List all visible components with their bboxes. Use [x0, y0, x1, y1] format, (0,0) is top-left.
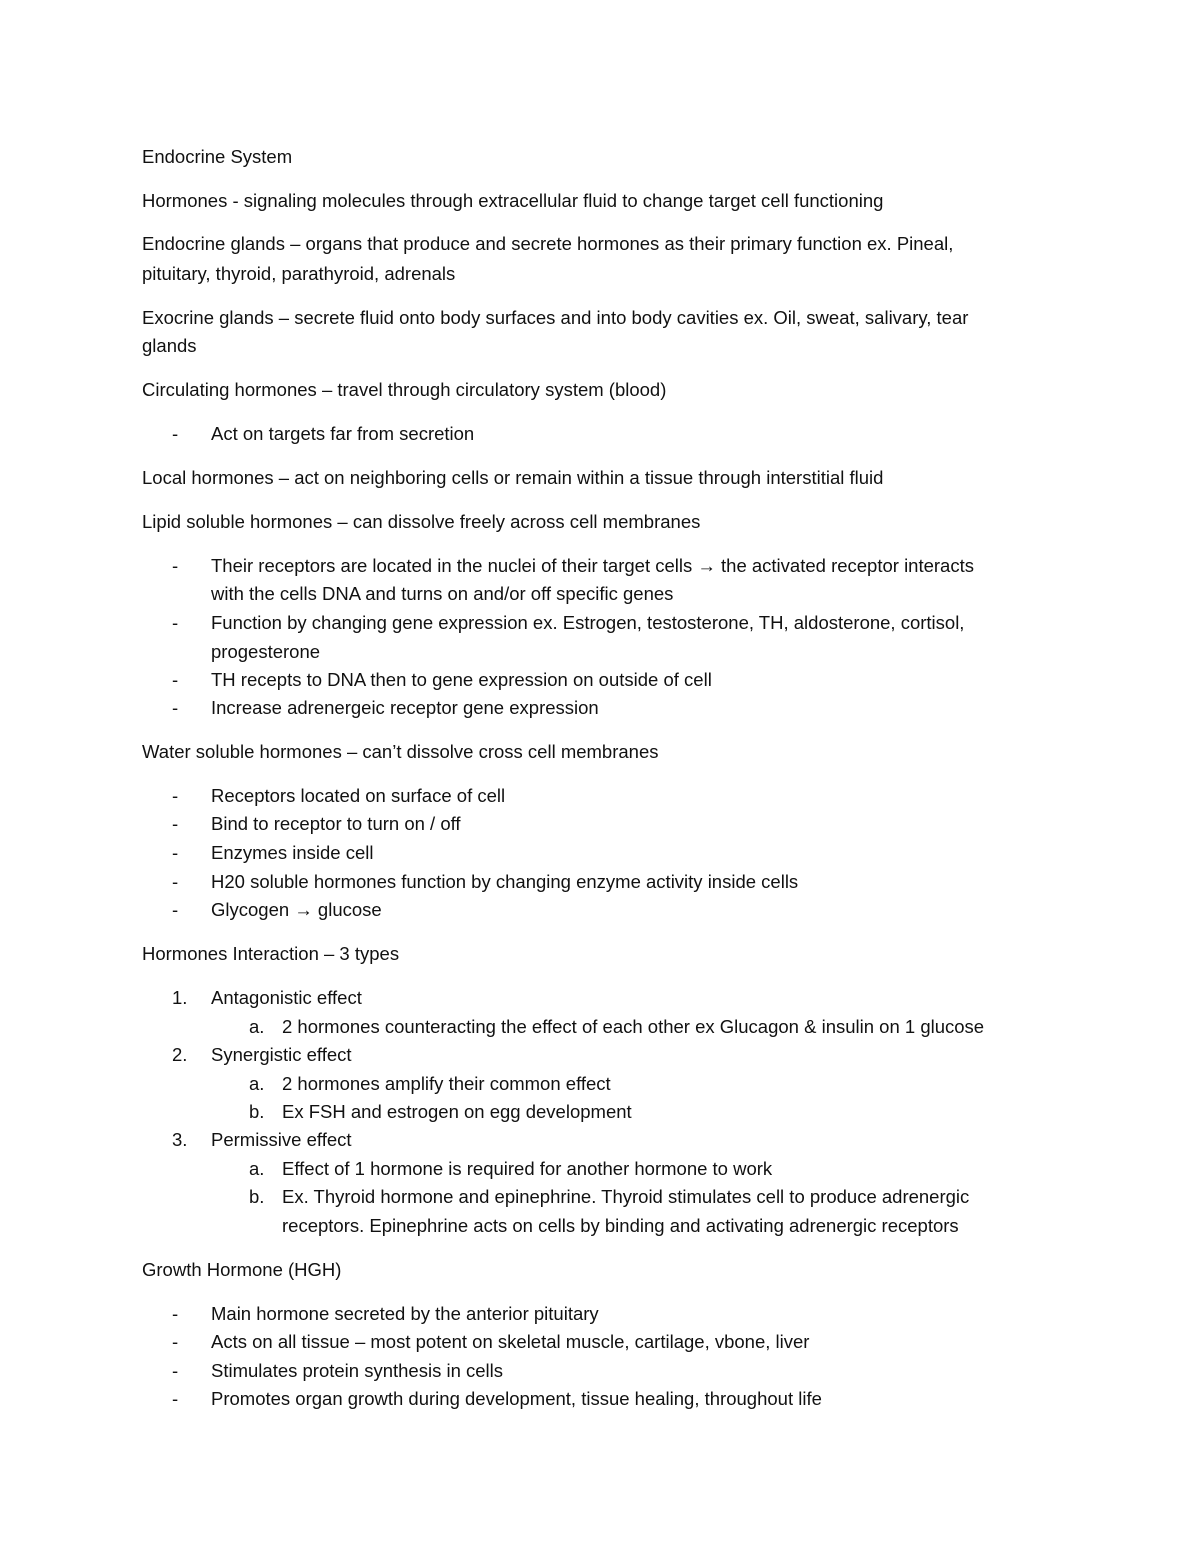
list-letter: b.: [249, 1101, 265, 1122]
bullet-dash: -: [172, 697, 179, 718]
bullet-dash: -: [172, 785, 179, 806]
bullet-dash: -: [172, 813, 179, 834]
list-letter: a.: [249, 1073, 265, 1094]
bullet-dash: -: [172, 1331, 179, 1352]
bullet-dash: -: [172, 1388, 179, 1409]
hormones-interaction-heading: Hormones Interaction – 3 types: [142, 943, 400, 964]
list-number: 2.: [172, 1044, 188, 1065]
list-item: Increase adrenergeic receptor gene expression: [211, 697, 599, 718]
list-number: 1.: [172, 987, 188, 1008]
list-item: Permissive effect: [211, 1129, 352, 1150]
local-hormones-line: Local hormones – act on neighboring cells or remain within a tissue through interstitial fluid: [142, 467, 884, 488]
bullet-dash: -: [172, 899, 179, 920]
list-item: Enzymes inside cell: [211, 842, 374, 863]
list-item: Stimulates protein synthesis in cells: [211, 1360, 504, 1381]
bullet-dash: -: [172, 1303, 179, 1324]
list-item: Receptors located on surface of cell: [211, 785, 506, 806]
lipid-soluble-heading: Lipid soluble hormones – can dissolve freely across cell membranes: [142, 511, 701, 532]
sub-list-item: 2 hormones counteracting the effect of each other ex Glucagon & insulin on 1 glucose: [282, 1016, 985, 1037]
list-item: Act on targets far from secretion: [211, 423, 475, 444]
bullet-dash: -: [172, 669, 179, 690]
growth-hormone-heading: Growth Hormone (HGH): [142, 1259, 342, 1280]
list-item-continuation: progesterone: [211, 641, 321, 662]
bullet-dash: -: [172, 423, 179, 444]
list-item: Acts on all tissue – most potent on skeletal muscle, cartilage, vbone, liver: [211, 1331, 810, 1352]
sub-list-item-continuation: receptors. Epinephrine acts on cells by binding and activating adrenergic receptors: [282, 1215, 959, 1236]
endocrine-glands-line-1: Endocrine glands – organs that produce and secrete hormones as their primary function ex. Pineal,: [142, 233, 954, 254]
water-soluble-heading: Water soluble hormones – can’t dissolve cross cell membranes: [142, 741, 659, 762]
circulating-hormones-heading: Circulating hormones – travel through circulatory system (blood): [142, 379, 667, 400]
list-letter: a.: [249, 1158, 265, 1179]
list-item: Glycogen → glucose: [211, 899, 382, 920]
list-item: Bind to receptor to turn on / off: [211, 813, 461, 834]
bullet-dash: -: [172, 555, 179, 576]
list-item: Synergistic effect: [211, 1044, 352, 1065]
list-number: 3.: [172, 1129, 188, 1150]
list-item: Promotes organ growth during development, tissue healing, throughout life: [211, 1388, 822, 1409]
list-item: Function by changing gene expression ex. Estrogen, testosterone, TH, aldosterone, cortisol,: [211, 612, 965, 633]
hormones-definition: Hormones - signaling molecules through extracellular fluid to change target cell functioning: [142, 190, 884, 211]
list-item: Main hormone secreted by the anterior pituitary: [211, 1303, 599, 1324]
exocrine-glands-line-1: Exocrine glands – secrete fluid onto body surfaces and into body cavities ex. Oil, sweat, salivary, tear: [142, 307, 969, 328]
sub-list-item: Ex FSH and estrogen on egg development: [282, 1101, 632, 1122]
list-letter: a.: [249, 1016, 265, 1037]
list-item: Their receptors are located in the nuclei of their target cells → the activated receptor interacts: [211, 555, 974, 576]
endocrine-glands-line-2: pituitary, thyroid, parathyroid, adrenals: [142, 263, 456, 284]
list-item: H20 soluble hormones function by changing enzyme activity inside cells: [211, 871, 799, 892]
bullet-dash: -: [172, 871, 179, 892]
document-title: Endocrine System: [142, 146, 293, 167]
exocrine-glands-line-2: glands: [142, 335, 197, 356]
bullet-dash: -: [172, 612, 179, 633]
list-letter: b.: [249, 1186, 265, 1207]
bullet-dash: -: [172, 842, 179, 863]
list-item: TH recepts to DNA then to gene expression on outside of cell: [211, 669, 712, 690]
list-item: Antagonistic effect: [211, 987, 362, 1008]
bullet-dash: -: [172, 1360, 179, 1381]
sub-list-item: 2 hormones amplify their common effect: [282, 1073, 611, 1094]
sub-list-item: Effect of 1 hormone is required for another hormone to work: [282, 1158, 773, 1179]
list-item-continuation: with the cells DNA and turns on and/or off specific genes: [211, 583, 674, 604]
sub-list-item: Ex. Thyroid hormone and epinephrine. Thyroid stimulates cell to produce adrenergic: [282, 1186, 970, 1207]
